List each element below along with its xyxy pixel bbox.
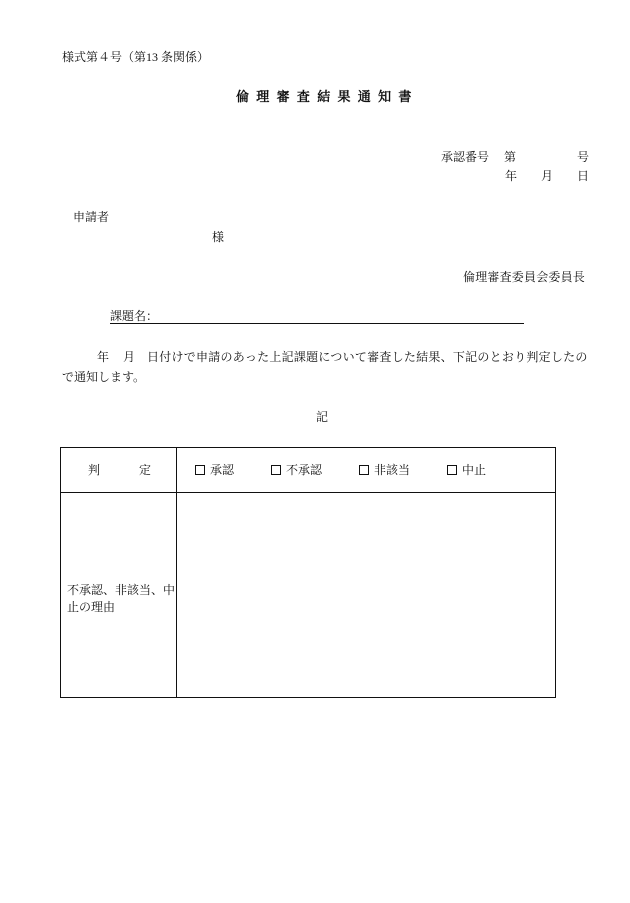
option-approved[interactable] [195, 463, 234, 477]
body-month-label: 月 [123, 350, 136, 364]
applicant-honorific: 様 [212, 230, 225, 244]
checkbox-icon[interactable] [195, 465, 205, 475]
table-row-divider [61, 492, 555, 493]
judgement-label: 判 定 [88, 463, 157, 477]
approval-number-suffix: 号 [577, 150, 590, 164]
reason-label: 不承認、非該当、中止の理由 [67, 583, 176, 614]
option-label: 非該当 [374, 463, 411, 477]
applicant-label: 申請者 [73, 210, 110, 224]
ki-heading: 記 [316, 410, 329, 424]
checkbox-icon[interactable] [359, 465, 369, 475]
sender-title: 倫理審査委員会委員長 [463, 270, 586, 284]
checkbox-icon[interactable] [447, 465, 457, 475]
option-not-approved[interactable] [271, 463, 322, 477]
option-label: 承認 [210, 463, 235, 477]
judgement-options [195, 463, 486, 477]
date-month-label: 月 [541, 169, 554, 183]
body-year-label: 年 [97, 350, 110, 364]
body-text-line2: で通知します。 [62, 370, 146, 384]
subject-label: 課題名： [110, 309, 159, 323]
table-column-divider [176, 448, 177, 697]
form-number: 様式第４号（第13 条関係） [62, 50, 210, 64]
option-discontinued[interactable] [447, 463, 486, 477]
date-day-label: 日 [577, 169, 590, 183]
approval-number-label: 承認番号 [441, 150, 490, 164]
option-label: 中止 [462, 463, 487, 477]
option-not-applicable[interactable] [359, 463, 410, 477]
date-year-label: 年 [505, 169, 518, 183]
body-text-line1: 日付けで申請のあった上記課題について審査した結果、下記のとおり判定したの [147, 350, 588, 364]
subject-field [110, 309, 524, 324]
approval-number-prefix: 第 [504, 150, 517, 164]
option-label: 不承認 [286, 463, 323, 477]
checkbox-icon[interactable] [271, 465, 281, 475]
result-table [60, 447, 556, 698]
document-title: 倫理審査結果通知書 [236, 89, 419, 104]
